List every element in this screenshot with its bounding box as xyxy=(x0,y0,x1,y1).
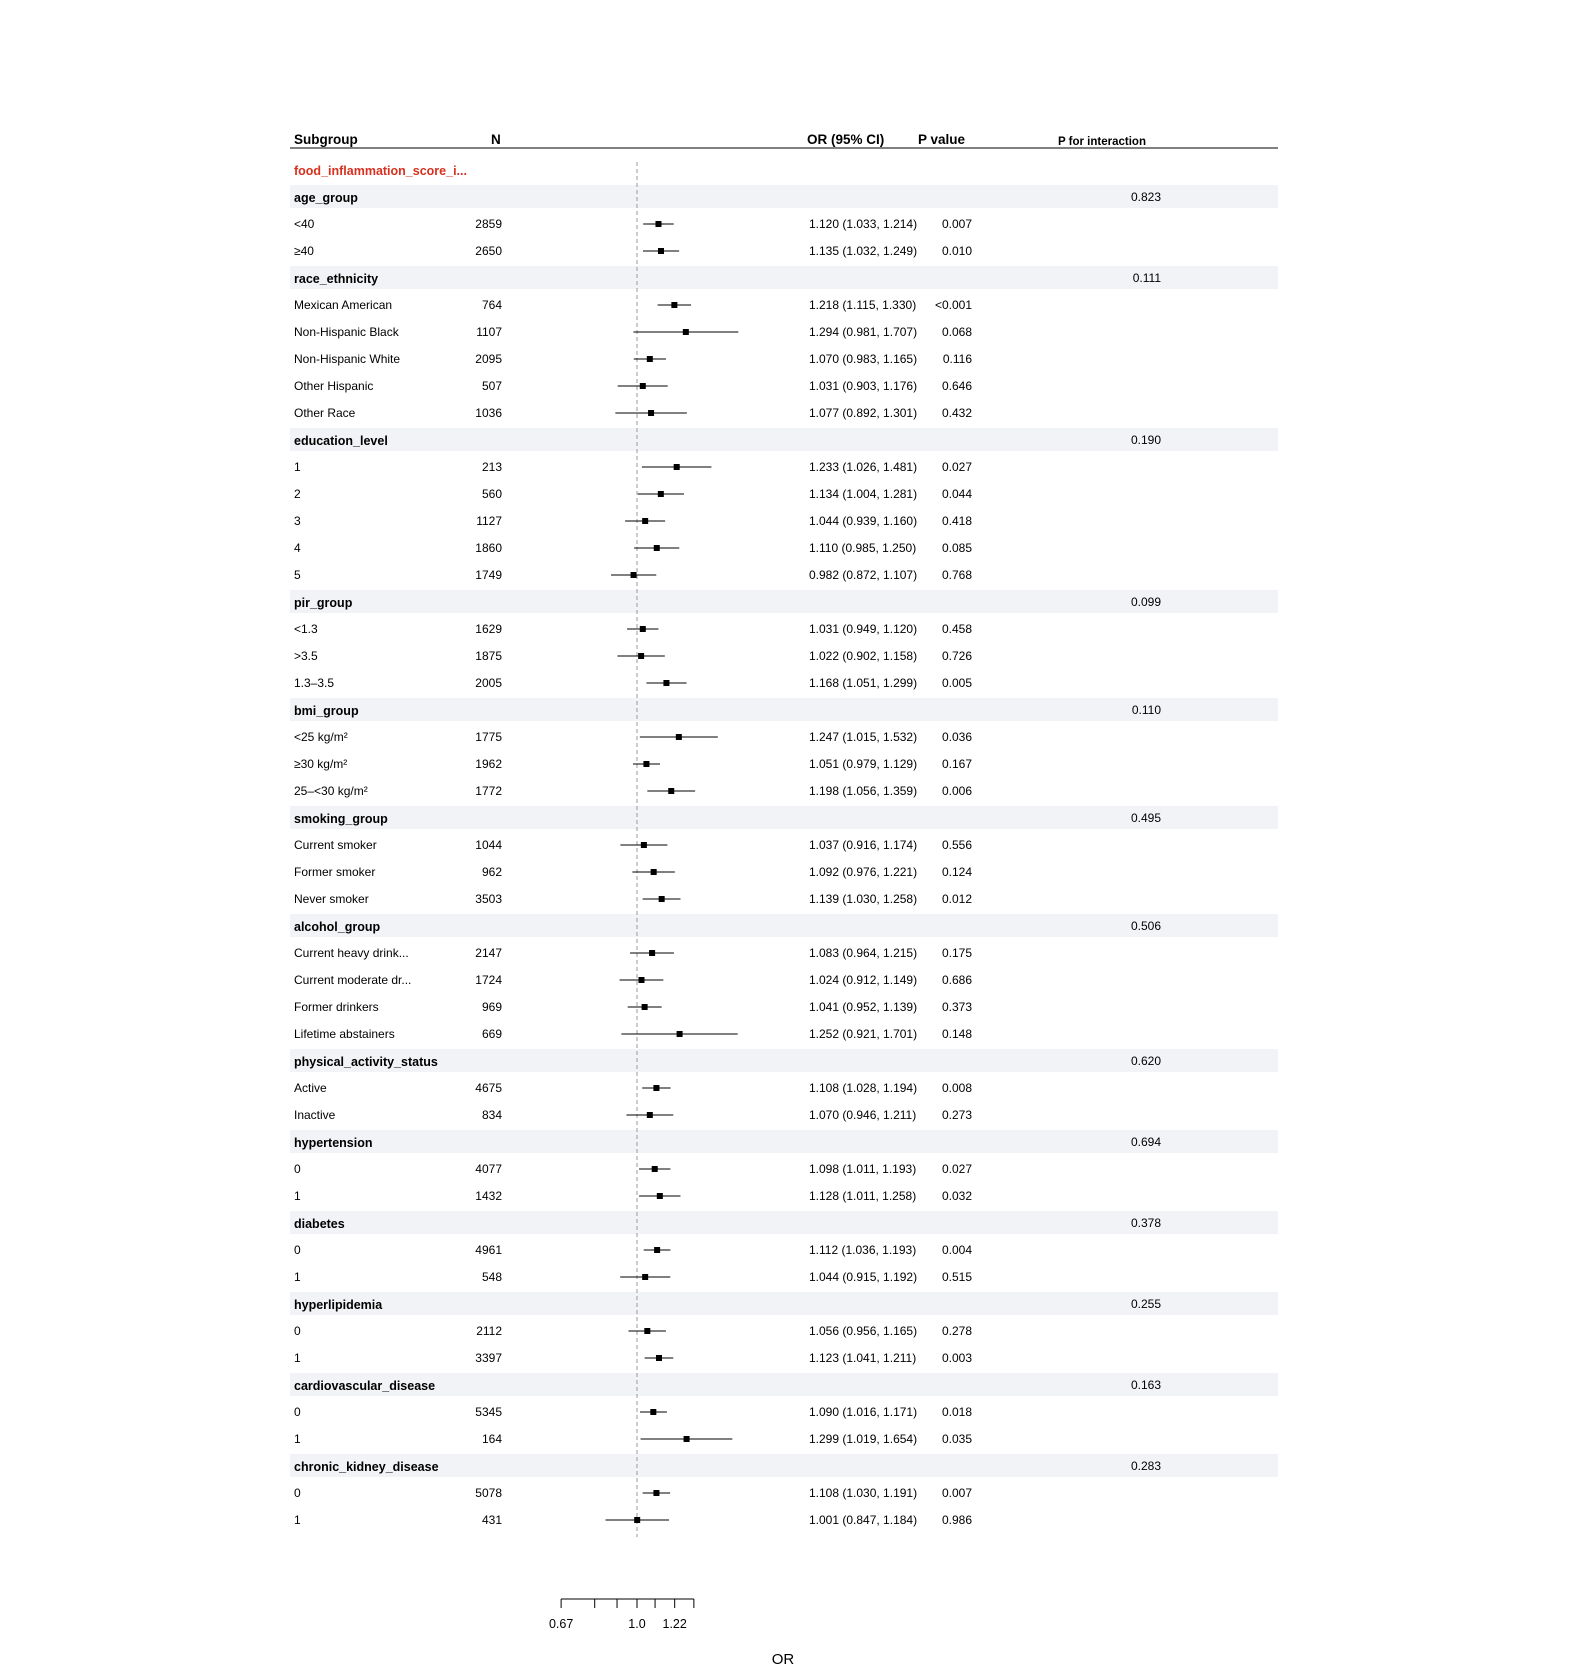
or-point xyxy=(640,626,646,632)
or-point xyxy=(659,896,665,902)
n-value: 3503 xyxy=(475,892,502,906)
group-label: education_level xyxy=(294,434,388,448)
p-interaction-value: 0.378 xyxy=(1130,1216,1161,1230)
or-ci-value: 1.112 (1.036, 1.193) xyxy=(809,1243,917,1257)
p-value: 0.007 xyxy=(941,1486,972,1500)
subgroup-label: 1 xyxy=(294,1513,301,1527)
p-value: 0.032 xyxy=(941,1189,972,1203)
header-p-interaction: P for interaction xyxy=(1058,136,1146,148)
group-band xyxy=(290,1292,1278,1315)
p-value: 0.373 xyxy=(941,1000,972,1014)
subgroup-label: 2 xyxy=(294,487,301,501)
p-value: 0.418 xyxy=(941,514,972,528)
or-point xyxy=(641,842,647,848)
subgroup-label: Never smoker xyxy=(294,892,369,906)
group-bands xyxy=(290,185,1278,1477)
or-point xyxy=(657,1193,663,1199)
p-value: 0.018 xyxy=(941,1405,972,1419)
p-value: 0.007 xyxy=(941,217,972,231)
or-point xyxy=(658,491,664,497)
n-value: 213 xyxy=(481,460,502,474)
or-ci-value: 1.294 (0.981, 1.707) xyxy=(809,325,918,339)
p-value: 0.010 xyxy=(941,244,972,258)
or-point xyxy=(671,302,677,308)
column-headers xyxy=(294,132,1146,148)
subgroup-label: <25 kg/m² xyxy=(294,730,348,744)
p-interaction-value: 0.495 xyxy=(1130,811,1161,825)
subgroup-label: 25–<30 kg/m² xyxy=(294,784,368,798)
or-point xyxy=(644,1328,650,1334)
or-point xyxy=(647,356,653,362)
subgroup-label: Lifetime abstainers xyxy=(294,1027,395,1041)
or-point xyxy=(649,950,655,956)
n-value: 1962 xyxy=(475,757,502,771)
p-value: 0.432 xyxy=(941,406,972,420)
or-point xyxy=(654,545,660,551)
or-ci-value: 1.070 (0.983, 1.165) xyxy=(809,352,918,366)
header-p-value: P value xyxy=(918,132,966,147)
n-value: 1127 xyxy=(476,514,502,528)
or-ci-value: 1.090 (1.016, 1.171) xyxy=(809,1405,918,1419)
subgroup-label: Current heavy drink... xyxy=(294,946,409,960)
or-ci-value: 1.198 (1.056, 1.359) xyxy=(809,784,918,798)
or-point xyxy=(650,1409,656,1415)
p-value: 0.556 xyxy=(941,838,972,852)
p-value: 0.036 xyxy=(941,730,972,744)
n-value: 669 xyxy=(481,1027,502,1041)
p-value: 0.008 xyxy=(941,1081,972,1095)
group-label: cardiovascular_disease xyxy=(294,1379,436,1393)
subgroup-label: Current moderate dr... xyxy=(294,973,412,987)
or-point xyxy=(653,1490,659,1496)
or-point xyxy=(677,1031,683,1037)
or-ci-value: 1.218 (1.115, 1.330) xyxy=(809,298,917,312)
subgroup-label: ≥40 xyxy=(294,244,314,258)
subgroup-label: 1.3–3.5 xyxy=(294,676,335,690)
or-ci-value: 1.134 (1.004, 1.281) xyxy=(809,487,918,501)
n-value: 1629 xyxy=(475,622,502,636)
p-interaction-value: 0.163 xyxy=(1130,1378,1161,1392)
p-interaction-value: 0.823 xyxy=(1130,190,1161,204)
or-ci-value: 1.070 (0.946, 1.211) xyxy=(809,1108,917,1122)
p-value: 0.027 xyxy=(941,460,972,474)
group-label: hypertension xyxy=(294,1136,373,1150)
or-ci-value: 1.024 (0.912, 1.149) xyxy=(809,973,918,987)
subgroup-label: <1.3 xyxy=(294,622,318,636)
subgroup-label: 3 xyxy=(294,514,301,528)
subgroup-label: Former smoker xyxy=(294,865,376,879)
n-value: 1749 xyxy=(475,568,502,582)
group-label: physical_activity_status xyxy=(294,1055,438,1069)
subgroup-label: Non-Hispanic Black xyxy=(294,325,399,339)
group-band xyxy=(290,590,1278,613)
or-ci-value: 1.252 (0.921, 1.701) xyxy=(809,1027,918,1041)
n-value: 5078 xyxy=(475,1486,502,1500)
n-value: 1724 xyxy=(475,973,502,987)
header-n: N xyxy=(491,132,501,147)
group-band xyxy=(290,1211,1278,1234)
or-ci-value: 1.139 (1.030, 1.258) xyxy=(809,892,918,906)
subgroup-label: 0 xyxy=(294,1324,301,1338)
n-value: 5345 xyxy=(475,1405,502,1419)
p-interaction-value: 0.283 xyxy=(1130,1459,1161,1473)
group-label: diabetes xyxy=(294,1217,345,1231)
p-interaction-value: 0.506 xyxy=(1130,919,1161,933)
n-value: 1860 xyxy=(475,541,502,555)
group-label: pir_group xyxy=(294,596,353,610)
x-axis xyxy=(549,1599,694,1631)
or-ci-value: 1.056 (0.956, 1.165) xyxy=(809,1324,918,1338)
group-band xyxy=(290,698,1278,721)
or-ci-value: 1.031 (0.903, 1.176) xyxy=(809,379,918,393)
or-ci-value: 1.168 (1.051, 1.299) xyxy=(809,676,918,690)
group-label: alcohol_group xyxy=(294,920,381,934)
group-band xyxy=(290,1049,1278,1072)
n-value: 2005 xyxy=(475,676,502,690)
or-ci-value: 1.108 (1.030, 1.191) xyxy=(809,1486,918,1500)
n-value: 1107 xyxy=(476,325,502,339)
or-ci-value: 1.108 (1.028, 1.194) xyxy=(809,1081,918,1095)
n-value: 962 xyxy=(481,865,502,879)
or-point xyxy=(631,572,637,578)
n-value: 1432 xyxy=(475,1189,502,1203)
group-band xyxy=(290,266,1278,289)
x-axis-label: OR xyxy=(771,1651,795,1668)
p-value: 0.273 xyxy=(941,1108,972,1122)
p-value: 0.124 xyxy=(941,865,972,879)
subgroup-label: Other Race xyxy=(294,406,356,420)
p-value: 0.068 xyxy=(941,325,972,339)
or-point xyxy=(642,1274,648,1280)
p-interaction-value: 0.111 xyxy=(1132,271,1161,285)
or-point xyxy=(638,977,644,983)
or-point xyxy=(655,221,661,227)
n-value: 2112 xyxy=(476,1324,502,1338)
subgroup-label: 1 xyxy=(294,460,301,474)
group-band xyxy=(290,1373,1278,1396)
n-value: 834 xyxy=(481,1108,502,1122)
group-label: bmi_group xyxy=(294,704,359,718)
p-interaction-value: 0.099 xyxy=(1130,595,1161,609)
group-band xyxy=(290,914,1278,937)
or-ci-value: 1.031 (0.949, 1.120) xyxy=(809,622,918,636)
subgroup-label: 5 xyxy=(294,568,301,582)
or-ci-value: 1.098 (1.011, 1.193) xyxy=(809,1162,917,1176)
n-value: 4961 xyxy=(475,1243,502,1257)
p-value: 0.175 xyxy=(941,946,972,960)
n-value: 4077 xyxy=(475,1162,502,1176)
or-point xyxy=(643,761,649,767)
n-value: 164 xyxy=(481,1432,502,1446)
p-value: 0.686 xyxy=(941,973,972,987)
or-point xyxy=(642,518,648,524)
p-value: 0.515 xyxy=(941,1270,972,1284)
group-band xyxy=(290,806,1278,829)
group-label: smoking_group xyxy=(294,812,388,826)
subgroup-label: Non-Hispanic White xyxy=(294,352,401,366)
or-ci-value: 1.123 (1.041, 1.211) xyxy=(809,1351,917,1365)
p-value: 0.986 xyxy=(941,1513,972,1527)
n-value: 548 xyxy=(481,1270,502,1284)
p-value: 0.646 xyxy=(941,379,972,393)
exposure-label: food_inflammation_score_i... xyxy=(294,164,467,178)
n-value: 1772 xyxy=(475,784,502,798)
or-point xyxy=(638,653,644,659)
p-value: 0.035 xyxy=(941,1432,972,1446)
header-or-ci: OR (95% CI) xyxy=(807,132,885,147)
subgroup-label: 0 xyxy=(294,1486,301,1500)
p-interaction-value: 0.620 xyxy=(1130,1054,1161,1068)
or-ci-value: 1.044 (0.915, 1.192) xyxy=(809,1270,918,1284)
n-value: 3397 xyxy=(475,1351,502,1365)
group-band xyxy=(290,185,1278,208)
or-point xyxy=(668,788,674,794)
p-value: 0.012 xyxy=(941,892,972,906)
or-point xyxy=(683,329,689,335)
or-ci-value: 1.044 (0.939, 1.160) xyxy=(809,514,918,528)
n-value: 2859 xyxy=(475,217,502,231)
n-value: 2147 xyxy=(475,946,502,960)
or-point xyxy=(674,464,680,470)
or-point xyxy=(642,1004,648,1010)
subgroup-label: <40 xyxy=(294,217,315,231)
p-interaction-value: 0.255 xyxy=(1130,1297,1161,1311)
subgroup-label: 1 xyxy=(294,1351,301,1365)
n-value: 560 xyxy=(481,487,502,501)
or-point xyxy=(647,1112,653,1118)
n-value: 1036 xyxy=(475,406,502,420)
subgroup-label: 1 xyxy=(294,1270,301,1284)
n-value: 431 xyxy=(481,1513,502,1527)
p-interaction-value: 0.110 xyxy=(1131,703,1161,717)
subgroup-label: Former drinkers xyxy=(294,1000,379,1014)
n-value: 969 xyxy=(481,1000,502,1014)
subgroup-label: Inactive xyxy=(294,1108,336,1122)
or-ci-value: 0.982 (0.872, 1.107) xyxy=(809,568,918,582)
or-point xyxy=(634,1517,640,1523)
n-value: 2095 xyxy=(475,352,502,366)
axis-tick-label: 0.67 xyxy=(548,1617,574,1631)
or-point xyxy=(651,869,657,875)
or-ci-value: 1.051 (0.979, 1.129) xyxy=(809,757,918,771)
subgroup-label: 0 xyxy=(294,1243,301,1257)
n-value: 4675 xyxy=(475,1081,502,1095)
p-value: 0.003 xyxy=(941,1351,972,1365)
subgroup-label: Active xyxy=(294,1081,327,1095)
or-point xyxy=(640,383,646,389)
or-ci-value: 1.110 (0.985, 1.250) xyxy=(809,541,917,555)
group-band xyxy=(290,428,1278,451)
or-point xyxy=(658,248,664,254)
or-point xyxy=(648,410,654,416)
subgroup-label: Other Hispanic xyxy=(294,379,374,393)
p-value: 0.085 xyxy=(941,541,972,555)
subgroup-label: Current smoker xyxy=(294,838,377,852)
or-ci-value: 1.083 (0.964, 1.215) xyxy=(809,946,918,960)
subgroup-label: Mexican American xyxy=(294,298,393,312)
p-value: <0.001 xyxy=(934,298,972,312)
p-value: 0.116 xyxy=(942,352,972,366)
subgroup-label: 1 xyxy=(294,1432,301,1446)
group-label: age_group xyxy=(294,191,358,205)
p-value: 0.027 xyxy=(941,1162,972,1176)
p-value: 0.044 xyxy=(941,487,972,501)
or-ci-value: 1.041 (0.952, 1.139) xyxy=(809,1000,918,1014)
or-ci-value: 1.299 (1.019, 1.654) xyxy=(809,1432,918,1446)
group-label: race_ethnicity xyxy=(294,272,379,286)
or-point xyxy=(663,680,669,686)
subgroup-label: ≥30 kg/m² xyxy=(294,757,348,771)
or-ci-value: 1.233 (1.026, 1.481) xyxy=(809,460,918,474)
or-ci-value: 1.120 (1.033, 1.214) xyxy=(809,217,918,231)
group-label: hyperlipidemia xyxy=(294,1298,383,1312)
n-value: 1775 xyxy=(475,730,502,744)
or-ci-value: 1.037 (0.916, 1.174) xyxy=(809,838,918,852)
p-interaction-value: 0.190 xyxy=(1130,433,1161,447)
n-value: 1044 xyxy=(475,838,502,852)
subgroup-label: >3.5 xyxy=(294,649,318,663)
axis-tick-label: 1.0 xyxy=(628,1617,646,1631)
subgroup-label: 0 xyxy=(294,1405,301,1419)
or-ci-value: 1.022 (0.902, 1.158) xyxy=(809,649,918,663)
n-value: 2650 xyxy=(475,244,502,258)
p-value: 0.148 xyxy=(941,1027,972,1041)
axis-tick-label: 1.22 xyxy=(662,1617,687,1631)
subgroup-label: 4 xyxy=(294,541,301,555)
p-interaction-value: 0.694 xyxy=(1130,1135,1161,1149)
or-point xyxy=(654,1247,660,1253)
group-label: chronic_kidney_disease xyxy=(294,1460,439,1474)
or-ci-value: 1.135 (1.032, 1.249) xyxy=(809,244,918,258)
n-value: 507 xyxy=(481,379,502,393)
or-ci-value: 1.128 (1.011, 1.258) xyxy=(809,1189,917,1203)
or-point xyxy=(684,1436,690,1442)
or-point xyxy=(656,1355,662,1361)
p-value: 0.006 xyxy=(941,784,972,798)
forest-rows xyxy=(294,190,1161,1527)
p-value: 0.004 xyxy=(941,1243,972,1257)
p-value: 0.278 xyxy=(941,1324,972,1338)
or-ci-value: 1.001 (0.847, 1.184) xyxy=(809,1513,918,1527)
p-value: 0.458 xyxy=(941,622,972,636)
or-point xyxy=(652,1166,658,1172)
or-point xyxy=(676,734,682,740)
or-point xyxy=(653,1085,659,1091)
subgroup-label: 1 xyxy=(294,1189,301,1203)
or-ci-value: 1.247 (1.015, 1.532) xyxy=(809,730,918,744)
n-value: 1875 xyxy=(475,649,502,663)
or-ci-value: 1.092 (0.976, 1.221) xyxy=(809,865,918,879)
p-value: 0.167 xyxy=(941,757,972,771)
subgroup-label: 0 xyxy=(294,1162,301,1176)
p-value: 0.005 xyxy=(941,676,972,690)
n-value: 764 xyxy=(481,298,502,312)
group-band xyxy=(290,1130,1278,1153)
header-subgroup: Subgroup xyxy=(294,132,358,147)
p-value: 0.726 xyxy=(941,649,972,663)
p-value: 0.768 xyxy=(941,568,972,582)
or-ci-value: 1.077 (0.892, 1.301) xyxy=(809,406,918,420)
